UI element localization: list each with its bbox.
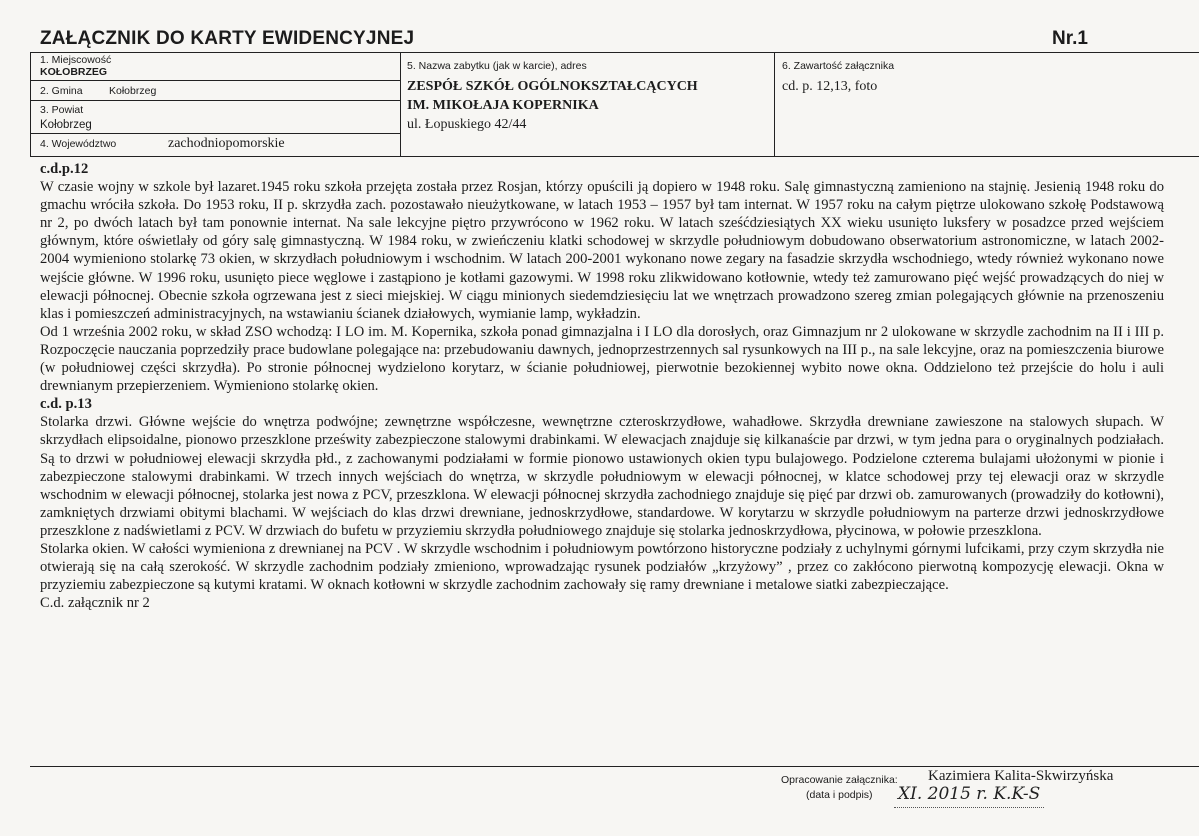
author-label: Opracowanie załącznika: xyxy=(781,774,898,786)
gmina-value: Kołobrzeg xyxy=(109,85,157,97)
nazwa-label: 5. Nazwa zabytku (jak w karcie), adres xyxy=(407,60,587,72)
miejscowosc-value: KOŁOBRZEG xyxy=(40,66,108,78)
miejscowosc-label: 1. Miejscowość xyxy=(40,54,112,66)
paragraph-zso: Od 1 września 2002 roku, w skład ZSO wchodzą: I LO im. M. Kopernika, szkoła ponad gimnazjalna i I LO dla dorosłych, oraz Gimnazjum nr 2 ulokowane w skrzydle zachodnim na II i III p. Rozpoczęcie nauczania poprzedziły prace budowlane polegające na: przebudowaniu dawnych, jednoprzestrzennych sal rysunkowych na III p., na sale lekcyjne, oraz na pomieszczenia biurowe (w południowej części skrzydła). Po stronie północnej wydzielono korytarz, w ścianie południowej, pierwotnie bezokiennej wybito nowe okna. Oddzielono też przejście do holu i auli drewnianym przepierzeniem. Wymieniono stolarkę okien. xyxy=(40,323,1164,395)
zawartosc-label: 6. Zawartość załącznika xyxy=(782,60,895,72)
table-top-border xyxy=(30,52,1199,53)
document-title: ZAŁĄCZNIK DO KARTY EWIDENCYJNEJ xyxy=(40,28,415,49)
row-divider xyxy=(30,100,400,101)
signature-line xyxy=(894,807,1044,808)
author-name: Kazimiera Kalita-Skwirzyńska xyxy=(928,768,1114,784)
handwritten-signature: XI. 2015 r. K.K-S xyxy=(898,784,1041,804)
row-divider xyxy=(30,80,400,81)
zawartosc-value: cd. p. 12,13, foto xyxy=(782,79,878,94)
section-heading-p13: c.d. p.13 xyxy=(40,396,92,413)
paragraph-doors: Stolarka drzwi. Główne wejście do wnętrza podwójne; zewnętrzne współczesne, wewnętrzne czteroskrzydłowe, wahadłowe. Skrzydła drewniane zawieszone na stalowych słupach. W skrzydłach elipsoidalne, pionowo przeszklone prześwity zabezpieczone stalowymi drabinkami. W elewacjach znajduje się kilkanaście par drzwi, w tym jedna para o oryginalnych podziałach. Są to drzwi w południowej elewacji skrzydła płd., z zachowanymi podziałami w formie pionowo ustawionych okien typu bulajowego. Podzielone czterema bulajami ułożonymi w pionie i zabezpieczone stalowymi drabinkami. W trzech innych wejściach do wnętrza, w skrzydle południowym w elewacji północnej, w klatce schodowej przy tej elewacji oraz w skrzydle wschodnim w elewacji północnej, stolarka jest nowa z PCV, przeszklona. W elewacji północnej skrzydła zachodniego znajduje się pięć par drzwi ob. zamurowanych (prowadziły do kotłowni), zamkniętych drzwiami obitymi blachami. W wejściach do klas drzwi drewniane, jednoskrzydłowe, standardowe. W korytarzu w skrzydle południowym na parterze drzwi jednoskrzydłowe przeszklone z nadświetlami z PCV. W drzwiach do bufetu w przyziemiu skrzydła południowego znajduje się stolarka jednoskrzydłowa, płycinowa, w połowie przeszklona. xyxy=(40,414,1164,539)
nazwa-address: ul. Łopuskiego 42/44 xyxy=(407,117,527,132)
row-divider xyxy=(30,133,400,134)
document-number: Nr.1 xyxy=(1052,28,1088,49)
powiat-value: Kołobrzeg xyxy=(40,119,92,131)
table-bottom-border xyxy=(30,156,1199,157)
paragraph-history: W czasie wojny w szkole był lazaret.1945 roku szkoła przejęta została przez Rosjan, którzy opuścili ją dopiero w 1948 roku. Salę gimnastyczną zamieniono na stajnię. Jesienią 1948 roku do gmachu wróciła szkoła. Do 1953 roku, II p. skrzydła zach. pozostawało nieużytkowane, w latach 1953 – 1957 był tam internat. W 1957 roku na całym piętrze ulokowano szkołę Podstawową nr 2, po dwóch latach był tam ponownie internat. Na sale lekcyjne piętro przywrócono w 1962 roku. W latach sześćdziesiątych XX wieku usunięto luksfery w posadzce przed wejściem głównym, które oświetlały od góry salę gimnastyczną. W 1984 roku, w zwieńczeniu klatki schodowej w skrzydle południowym dobudowano obserwatorium astronomiczne, w latach 2002- 2004 wymieniono stolarkę 73 okien, w skrzydłach południowym i wschodnim. W latach 200-2001 wykonano nowe zegary na fasadzie skrzydła wschodniego, wtedy również wykonano nowe wejście główne. W 1996 roku, usunięto piece węglowe i zastąpiono je kotłami gazowymi. W 1998 roku zlikwidowano kotłownie, wtedy też zamurowano pięć wejść prowadzących do niej w elewacji północnej. Obecnie szkoła ogrzewana jest z sieci miejskiej. W ciągu minionych siedemdziesięciu lat we wnętrzach prowadzono szereg zmian polegających głównie na przenoszeniu klas i pomieszczeń administracyjnych, na wstawianiu ścianek działowych, wymianie lamp, wykładzin. xyxy=(40,179,1164,322)
gmina-label: 2. Gmina xyxy=(40,85,83,97)
date-label: (data i podpis) xyxy=(806,789,873,801)
nazwa-line2: IM. MIKOŁAJA KOPERNIKA xyxy=(407,98,599,113)
section-heading-p12: c.d.p.12 xyxy=(40,161,89,177)
table-left-border xyxy=(30,52,31,156)
column-divider xyxy=(774,52,775,156)
powiat-label: 3. Powiat xyxy=(40,104,84,116)
footer-divider xyxy=(30,766,1199,767)
wojewodztwo-value: zachodniopomorskie xyxy=(168,136,285,151)
closing-note: C.d. załącznik nr 2 xyxy=(40,595,150,612)
attachment-body xyxy=(40,160,1164,612)
paragraph-windows: Stolarka okien. W całości wymieniona z drewnianej na PCV . W skrzydle wschodnim i południowym powtórzono historyczne podziały z uchylnymi górnymi lufcikami, przy czym skrzydła nie otwierają się na całą szerokość. W skrzydle zachodnim podziały zmieniono, wprowadzając rysunek podziałów „krzyżowy” , przez co zakłócono pierwotną kompozycję elewacji. Okna w przyziemiu zabezpieczone są kutymi kratami. W oknach kotłowni w skrzydle zachodnim zachowały się ramy drewniane i metalowe siatki zabezpieczające. xyxy=(40,540,1164,594)
nazwa-line1: ZESPÓŁ SZKÓŁ OGÓLNOKSZTAŁCĄCYCH xyxy=(407,79,698,94)
column-divider xyxy=(400,52,401,156)
wojewodztwo-label: 4. Województwo xyxy=(40,138,117,150)
